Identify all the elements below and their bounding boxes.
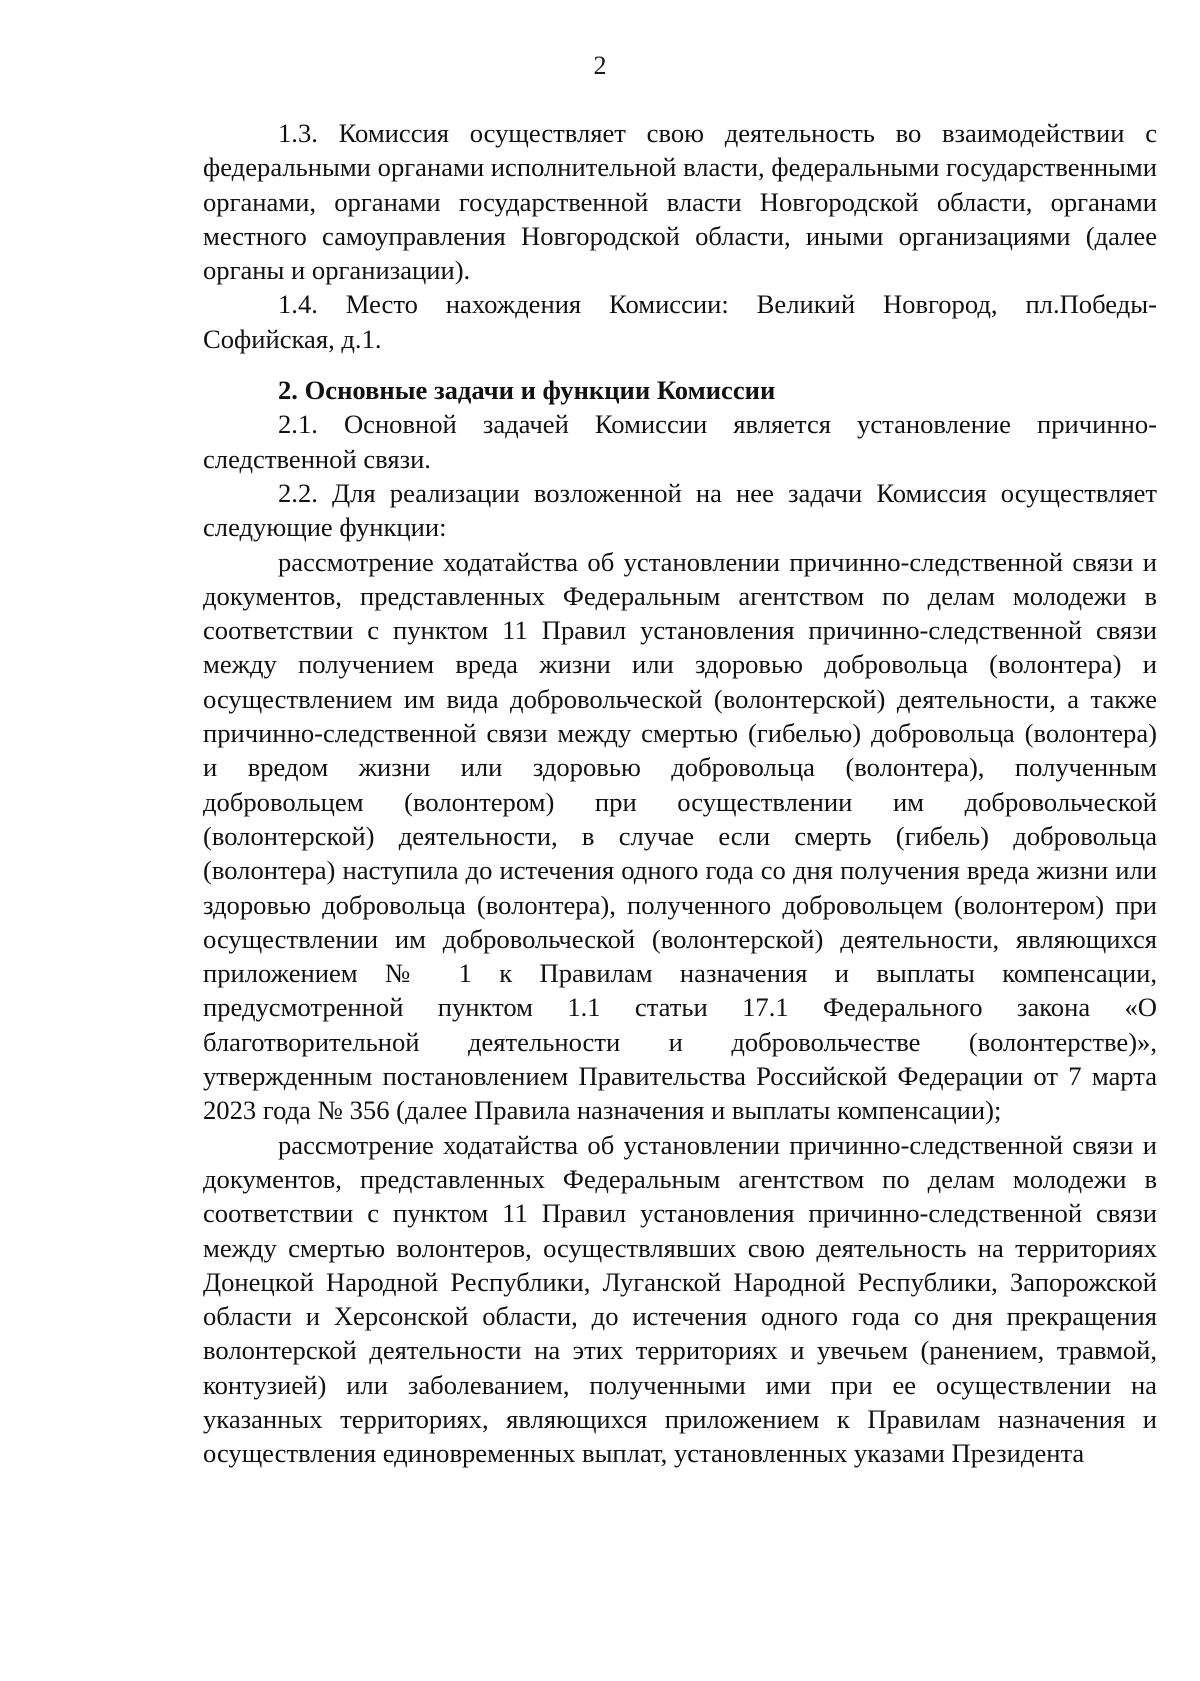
paragraph-2-2: 2.2. Для реализации возложенной на нее задачи Комиссия осуществляет следующие функции: [203,477,1157,543]
page-number: 2 [593,51,607,80]
function-item-volunteer-harm: рассмотрение ходатайства об установлении причинно-следственной связи и документов, представленных Федеральным агентством по делам молодежи в соответствии с пунктом 11 Правил установления причинно-следственной связи между получением вреда жизни или здоровью добровольца (волонтера) и осуществлением им вида добровольческой (волонтерской) деятельности, а также причинно-следственной связи между смертью (гибелью) добровольца (волонтера) и вредом жизни или здоровью добровольца (волонтера), полученным добровольцем (волонтером) при осуществлении им добровольческой (волонтерской) деятельности, в случае если смерть (гибель) добровольца (волонтера) наступила до истечения одного года со дня получения вреда жизни или здоровью добровольца (волонтера), полученного добровольцем (волонтером) при осуществлении им добровольческой (волонтерской) деятельности, являющихся приложением № 1 к Правилам назначения и выплаты компенсации, предусмотренной пунктом 1.1 статьи 17.1 Федерального закона «О благотворительной деятельности и добровольчестве (волонтерстве)», утвержденным постановлением Правительства Российской Федерации от 7 марта 2023 года № 356 (далее Правила назначения и выплаты компенсации); [203,546,1157,1126]
document-body [203,116,1157,1471]
function-item-volunteer-territories: рассмотрение ходатайства об установлении причинно-следственной связи и документов, представленных Федеральным агентством по делам молодежи в соответствии с пунктом 11 Правил установления причинно-следственной связи между смертью волонтеров, осуществлявших свою деятельность на территориях Донецкой Народной Республики, Луганской Народной Республики, Запорожской области и Херсонской области, до истечения одного года со дня прекращения волонтерской деятельности на этих территориях и увечьем (ранением, травмой, контузией) или заболеванием, полученными ими при ее осуществлении на указанных территориях, являющихся приложением к Правилам назначения и осуществления единовременных выплат, установленных указами Президента [203,1129,1157,1469]
paragraph-1-4: 1.4. Место нахождения Комиссии: Великий Новгород, пл.Победы-Софийская, д.1. [203,289,1157,354]
paragraph-1-3: 1.3. Комиссия осуществляет свою деятельность во взаимодействии с федеральными органами исполнительной власти, федеральными государственными органами, органами государственной власти Новгородской области, органами местного самоуправления Новгородской области, иными организациями (далее органы и организации). [203,118,1157,286]
paragraph-2-1: 2.1. Основной задачей Комиссии является установление причинно-следственной связи. [203,409,1157,474]
section-heading: 2. Основные задачи и функции Комиссии [278,375,776,406]
